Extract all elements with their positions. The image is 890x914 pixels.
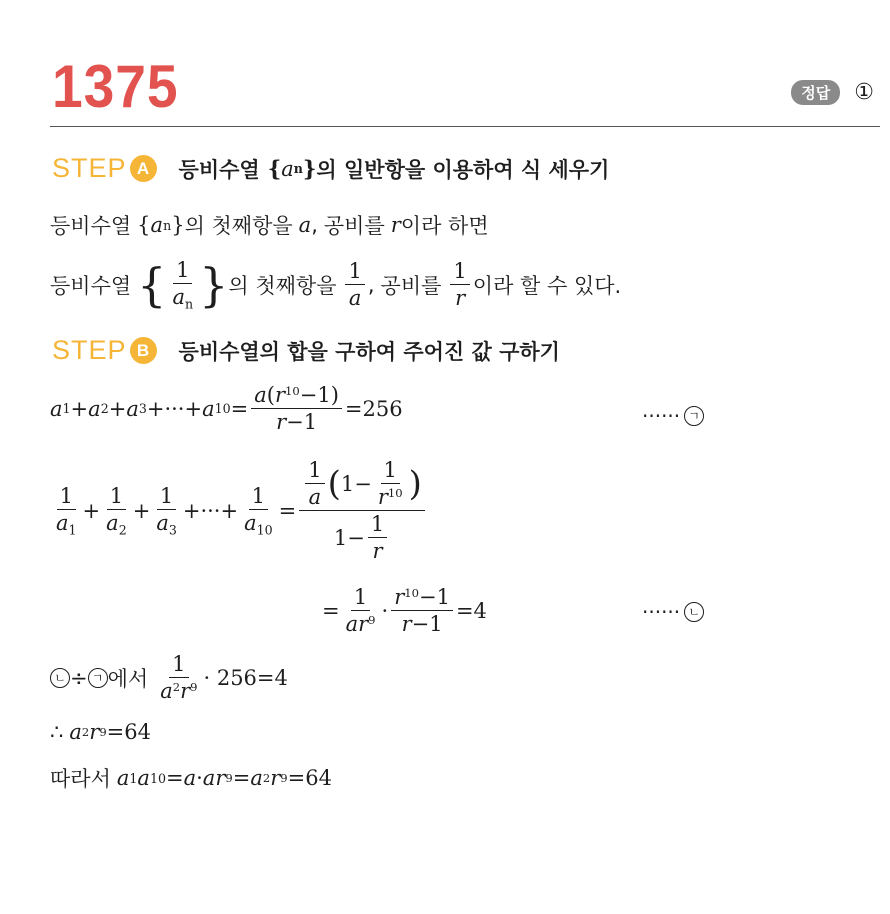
equation-reciprocal-sum: $\frac{1}{a_1}$ + $\frac{1}{a_2}$ + $\frac{1}{a_3}$ +···+ $\frac{1}{a_{10}}$ = $\frac{1}{a}$ ( 1− $\frac{1}{r^{10}}$ ) 1− $\frac{1}{r}$ [50,458,428,563]
line2-post: 이라 할 수 있다. [472,273,622,298]
step-a-heading [52,153,609,184]
line-first-term [50,210,489,240]
answer-badge: 정답 [791,80,840,105]
answer-value: ① [854,80,874,105]
brace-close: } [302,156,317,181]
marker-dots: ······ [642,600,681,624]
circle-marker-giyeok: ㄱ [684,406,704,426]
answer [791,80,874,105]
seq-n: n [163,217,172,233]
step-b-title: 등비수열의 합을 구하여 주어진 값 구하기 [178,339,560,364]
circle-marker-nieun: ㄴ [684,602,704,622]
seq-n: n [293,161,303,176]
line1-mid: 의 첫째항을 [184,214,293,238]
divide-sign: ÷ [70,665,88,690]
circle-marker-nieun: ㄴ [50,668,70,688]
line-reciprocal: 등비수열 { $\frac{1}{a_n}$ } 의 첫째항을 $\frac{1}{a}$ , 공비를 $\frac{1}{r}$ 이라 할 수 있다. [50,257,622,312]
step-a-title [179,154,610,184]
eq2-dots: +···+ [182,498,239,523]
line2-mid2: 공비를 [380,273,442,298]
problem-number: 1375 [52,53,179,120]
equation-division: ㄴ ÷ ㄱ 에서 $\frac{1}{a^2r^9}$ · 256=4 [50,652,288,703]
equation-conclusion: 따라서 a 1 a 10 = a · ar 9 = a 2 r 9 =64 [50,763,332,793]
marker-2 [642,600,704,624]
eq1-tail: +···+ [146,396,203,421]
step-b-heading [52,335,560,366]
conclusion-eq: =64 [287,766,332,790]
comma: , [367,272,375,297]
eq1-result: =256 [344,396,403,421]
equation-simplified: = $\frac{1}{ar^9}$ · $\frac{r^{10}-1}{r-1}$ =4 [322,585,487,636]
step-b-label: STEP [52,335,127,365]
therefore-symbol: ∴ [50,720,64,744]
seq-a: a [281,156,294,181]
line2-mid: 의 첫째항을 [228,273,337,298]
conclusion-text: 따라서 [50,767,111,791]
marker-dots: ······ [642,404,681,428]
seq-a: a [150,213,164,237]
step-a-title-pre: 등비수열 [178,157,260,182]
comma: , [311,213,318,237]
line2-pre: 등비수열 [50,273,132,298]
eq2-result: =4 [455,598,487,623]
marker-1 [642,404,704,428]
step-a-label: STEP [52,153,127,183]
line1-post: 이라 하면 [400,214,489,238]
equation-sum: a 1 + a 2 + a 3 +···+ a 10 = $\frac{a(r^{10}-1)}{r-1}$ =256 [50,383,403,434]
circle-marker-giyeok: ㄱ [88,668,108,688]
step-b-badge: B [130,337,157,364]
brace-open: { [137,213,151,237]
first-term-a: a [298,213,312,237]
therefore-eq: =64 [106,720,151,744]
header-divider [50,126,880,127]
brace-open: { [267,156,282,181]
equation-therefore: ∴ a 2 r 9 =64 [50,720,151,744]
brace-close: } [171,213,185,237]
line1-pre: 등비수열 [50,214,132,238]
division-text: 에서 [107,666,149,691]
ratio-r: r [390,213,401,237]
line1-mid2: 공비를 [323,214,385,238]
step-a-title-post: 의 일반항을 이용하여 식 세우기 [316,157,610,182]
division-rest: · 256=4 [203,665,288,690]
step-a-badge: A [130,155,157,182]
